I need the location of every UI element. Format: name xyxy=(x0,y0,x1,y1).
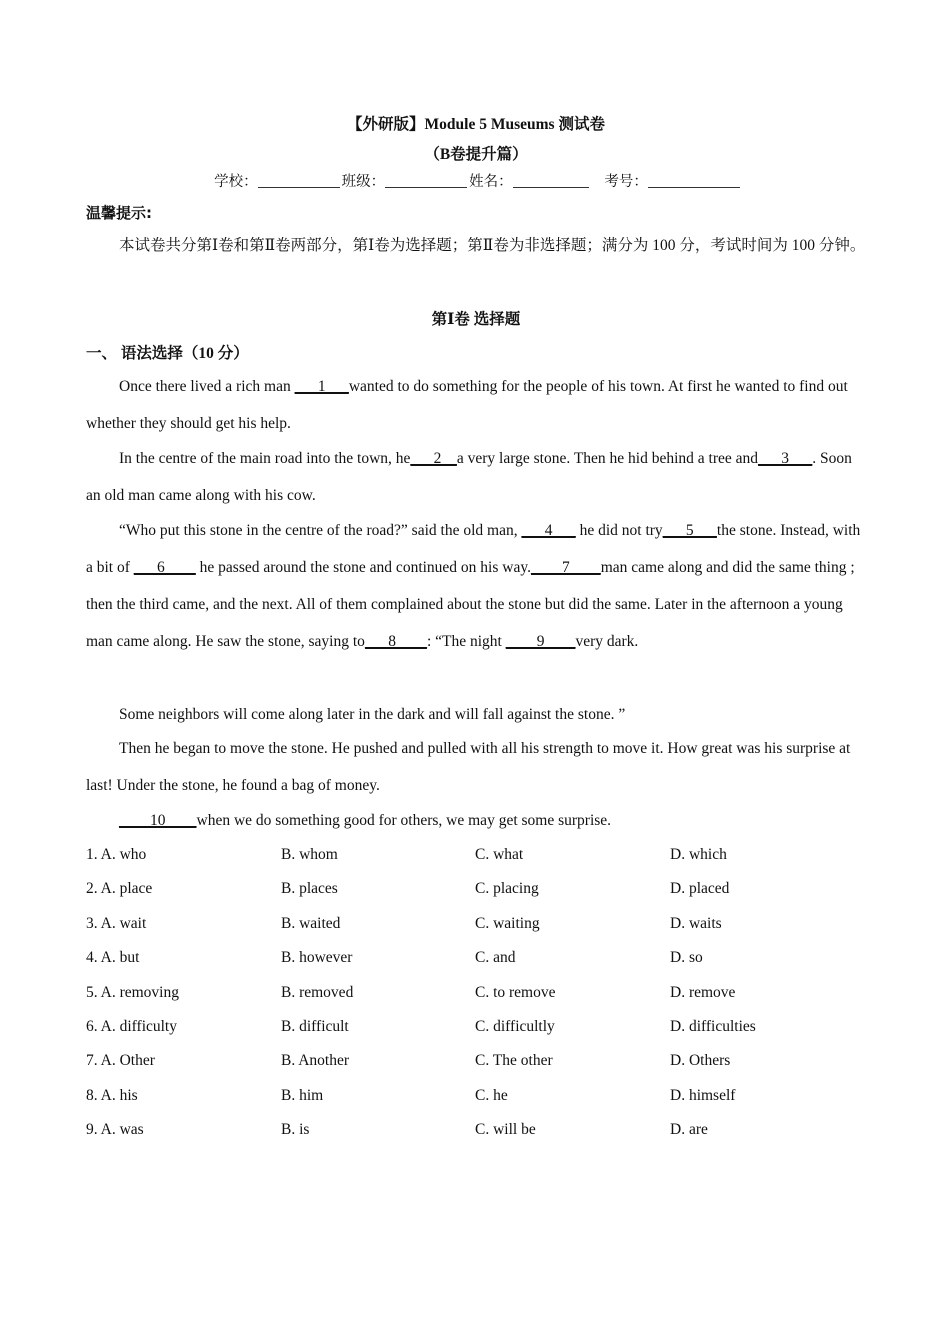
option-d[interactable]: D. difficulties xyxy=(670,1017,756,1035)
school-label: 学校： xyxy=(214,174,258,190)
passage-paragraph-6 xyxy=(86,802,866,839)
option-row-5 xyxy=(86,984,866,1018)
option-c[interactable]: C. and xyxy=(475,949,516,967)
option-b[interactable]: B. Another xyxy=(281,1052,350,1070)
option-d[interactable]: D. so xyxy=(670,949,703,967)
option-a[interactable]: 7. A. Other xyxy=(86,1052,155,1070)
option-d[interactable]: D. placed xyxy=(670,880,730,898)
text-span: In the centre of the main road into the town, he xyxy=(119,450,411,467)
blank-7: ____7____ xyxy=(530,559,601,576)
option-a[interactable]: 4. A. but xyxy=(86,949,140,967)
text-span: wanted to do something for the people of his town. At first he wanted to find out whether they should get his help. xyxy=(86,378,848,432)
number-blank[interactable] xyxy=(648,173,740,188)
number-label: 考号： xyxy=(604,174,648,190)
text-span: when we do something good for others, we may get some surprise. xyxy=(196,812,612,829)
option-a[interactable]: 8. A. his xyxy=(86,1086,138,1104)
text-span: . Soon an old man came along with his cow. xyxy=(86,450,852,504)
notice-body: 本试卷共分第Ⅰ卷和第Ⅱ卷两部分，第Ⅰ卷为选择题；第Ⅱ卷为非选择题；满分为 100 分，考试时间为 100 分钟。 xyxy=(119,237,866,254)
blank-4: ___4___ xyxy=(521,522,576,539)
option-row-9 xyxy=(86,1121,866,1155)
option-a[interactable]: 1. A. who xyxy=(86,846,147,863)
option-a[interactable]: 3. A. wait xyxy=(86,914,147,932)
section-title: 第Ⅰ卷 选择题 xyxy=(431,311,521,328)
option-a[interactable]: 5. A. removing xyxy=(86,983,179,1001)
option-b[interactable]: B. however xyxy=(281,949,353,967)
student-info-row xyxy=(86,170,866,191)
option-c[interactable]: C. placing xyxy=(475,880,539,898)
text-span: very dark. xyxy=(575,633,639,650)
option-row-4 xyxy=(86,949,866,983)
blank-8: ___8____ xyxy=(364,633,427,650)
option-d[interactable]: D. which xyxy=(670,846,727,863)
option-b[interactable]: B. him xyxy=(281,1086,324,1104)
text-span: “Who put this stone in the centre of the road?” said the old man, xyxy=(119,522,522,539)
option-b[interactable]: B. difficult xyxy=(281,1017,349,1035)
options-list xyxy=(86,846,866,1156)
option-c[interactable]: C. he xyxy=(475,1086,508,1104)
option-row-3 xyxy=(86,915,866,949)
text-span: : “The night xyxy=(426,633,506,650)
option-row-6 xyxy=(86,1018,866,1052)
class-label: 班级： xyxy=(341,174,386,190)
passage-paragraph-4: Some neighbors will come along later in the dark and will fall against the stone. ” xyxy=(119,706,626,723)
name-label: 姓名： xyxy=(469,174,513,190)
text-span: man came along and did the same thing ; then the third came, and the next. All of them complained about the stone but did the same. Later in the afternoon a young man came along. He saw the stone, saying to xyxy=(86,559,855,650)
blank-6: ___6____ xyxy=(133,559,196,576)
option-b[interactable]: B. places xyxy=(281,880,338,898)
passage-paragraph-5: Then he began to move the stone. He pushed and pulled with all his strength to move it. How great was his surprise at last! Under the stone, he found a bag of money. xyxy=(86,740,851,794)
blank-9: ____9____ xyxy=(505,633,576,650)
option-b[interactable]: B. whom xyxy=(281,846,338,863)
option-d[interactable]: D. Others xyxy=(670,1052,731,1070)
option-d[interactable]: D. are xyxy=(670,1121,708,1139)
option-c[interactable]: C. The other xyxy=(475,1052,553,1070)
option-b[interactable]: B. removed xyxy=(281,983,354,1001)
option-row-2 xyxy=(86,880,866,914)
name-blank[interactable] xyxy=(513,173,589,188)
option-a[interactable]: 6. A. difficulty xyxy=(86,1017,177,1035)
notice-heading: 温馨提示: xyxy=(86,204,152,222)
school-blank[interactable] xyxy=(258,173,340,188)
option-c[interactable]: C. will be xyxy=(475,1121,536,1139)
option-c[interactable]: C. difficultly xyxy=(475,1017,555,1035)
text-span: he did not try xyxy=(575,522,663,539)
blank-3: ___3___ xyxy=(758,450,813,467)
option-c[interactable]: C. waiting xyxy=(475,914,540,932)
text-span: he passed around the stone and continued on his way. xyxy=(195,559,531,576)
option-a[interactable]: 2. A. place xyxy=(86,880,153,898)
option-row-8 xyxy=(86,1087,866,1121)
blank-5: ___5___ xyxy=(662,522,717,539)
option-a[interactable]: 9. A. was xyxy=(86,1121,144,1139)
text-span: Once there lived a rich man xyxy=(119,378,295,395)
option-b[interactable]: B. is xyxy=(281,1121,310,1139)
passage-paragraph-1 xyxy=(86,368,866,442)
option-d[interactable]: D. himself xyxy=(670,1086,736,1104)
page-title: 【外研版】Module 5 Museums 测试卷 xyxy=(347,116,605,133)
option-d[interactable]: D. waits xyxy=(670,914,722,932)
text-span: a very large stone. Then he hid behind a tree and xyxy=(456,450,759,467)
blank-10: ____10____ xyxy=(119,812,197,829)
option-c[interactable]: C. to remove xyxy=(475,983,556,1001)
passage-paragraph-3 xyxy=(86,512,866,660)
blank-1: ___1___ xyxy=(294,378,349,395)
part-title: 一、 语法选择（10 分） xyxy=(86,345,249,362)
passage-paragraph-2 xyxy=(86,440,866,514)
option-b[interactable]: B. waited xyxy=(281,914,341,932)
text-span: the stone. Instead, with a bit of xyxy=(86,522,861,576)
blank-2: ___2__ xyxy=(410,450,457,467)
option-row-7 xyxy=(86,1052,866,1086)
class-blank[interactable] xyxy=(385,173,467,188)
option-c[interactable]: C. what xyxy=(475,846,524,863)
page-subtitle: （B卷提升篇） xyxy=(424,146,528,163)
option-row-1 xyxy=(86,846,866,880)
option-d[interactable]: D. remove xyxy=(670,983,736,1001)
